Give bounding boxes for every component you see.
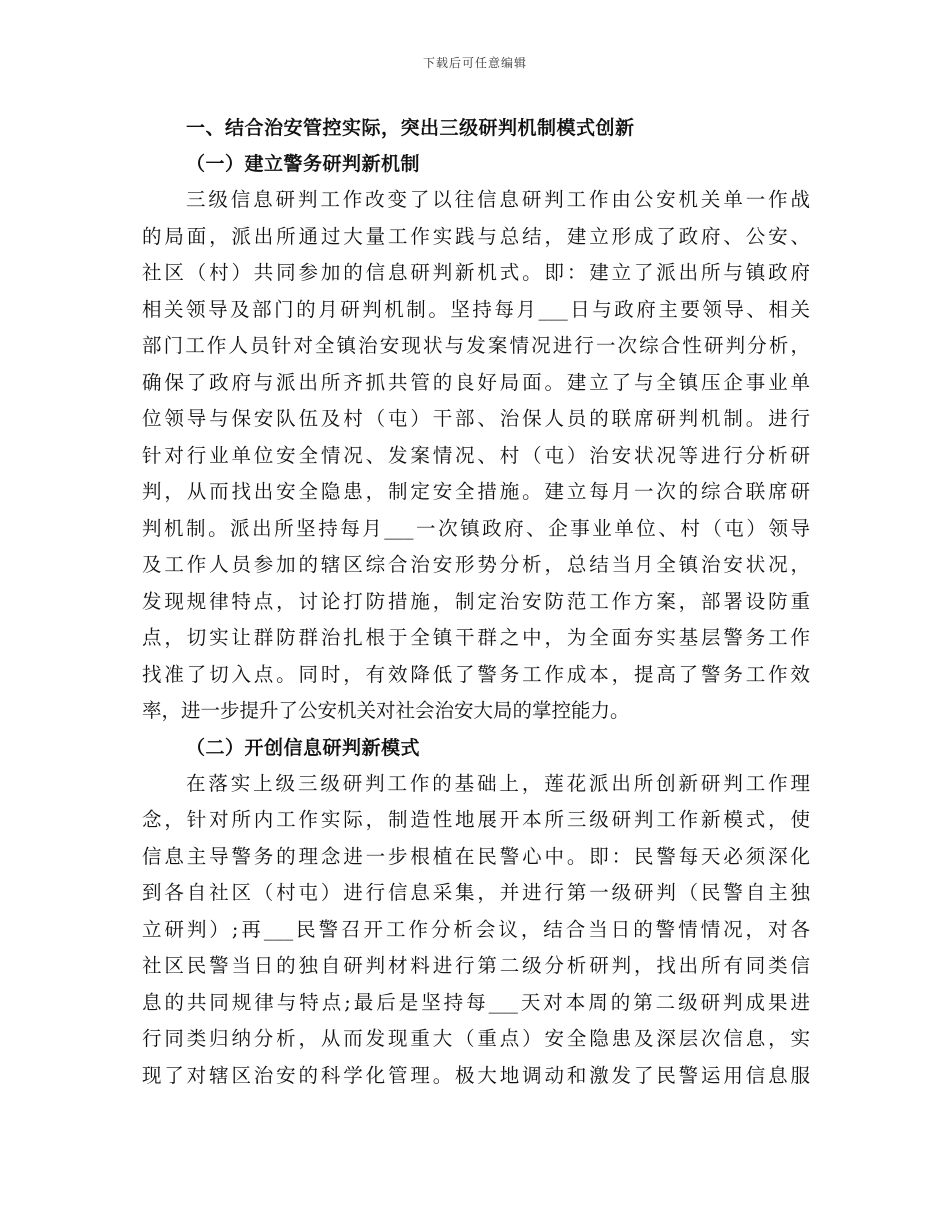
paragraph-line: 找准了切入点。同时，有效降低了警务工作成本，提高了警务工作效 (142, 662, 810, 686)
subsection-2-body (142, 766, 810, 1095)
paragraph-line: 发现规律特点，讨论打防措施，制定治安防范工作方案，部署设防重 (142, 589, 810, 613)
paragraph-line: 率，进一步提升了公安机关对社会治安大局的掌控能力。 (142, 699, 630, 722)
paragraph-line: 信息主导警务的理念进一步根植在民警心中。即：民警每天必须深化 (142, 844, 810, 868)
paragraph-line: 社区民警当日的独自研判材料进行第二级分析研判，找出所有同类信 (142, 954, 810, 977)
section-heading-main: 一、结合治安管控实际，突出三级研判机制模式创新 (186, 117, 635, 139)
paragraph-line: 及工作人员参加的辖区综合治安形势分析，总结当月全镇治安状况， (142, 553, 810, 576)
paragraph-line: 确保了政府与派出所齐抓共管的良好局面。建立了与全镇压企事业单 (142, 370, 810, 394)
page-header: 下载后可任意编辑 (422, 56, 527, 70)
paragraph-line: 的局面，派出所通过大量工作实践与总结，建立形成了政府、公安、 (142, 224, 810, 248)
paragraph-line: 点，切实让群防群治扎根于全镇干群之中，为全面夯实基层警务工作 (142, 626, 810, 649)
subsection-1-body (142, 182, 810, 730)
paragraph-line: 相关领导及部门的月研判机制。坚持每月___日与政府主要领导、相关 (142, 297, 810, 321)
subsection-heading-2: （二）开创信息研判新模式 (186, 736, 421, 759)
paragraph-line: 针对行业单位安全情况、发案情况、村（屯）治安状况等进行分析研 (142, 443, 810, 467)
subsection-heading-1: （一）建立警务研判新机制 (186, 153, 421, 175)
paragraph-line: 社区（村）共同参加的信息研判新机式。即：建立了派出所与镇政府 (142, 261, 810, 284)
paragraph-line: 判，从而找出安全隐患，制定安全措施。建立每月一次的综合联席研 (142, 480, 810, 503)
paragraph-line: 位领导与保安队伍及村（屯）干部、治保人员的联席研判机制。进行 (142, 407, 810, 430)
paragraph-line: 现了对辖区治安的科学化管理。极大地调动和激发了民警运用信息服 (142, 1063, 810, 1087)
paragraph-line: 行同类归纳分析，从而发现重大（重点）安全隐患及深层次信息，实 (142, 1027, 810, 1050)
paragraph-line: 息的共同规律与特点;最后是坚持每___天对本周的第二级研判成果进 (142, 990, 810, 1014)
paragraph-line: 立研判）;再___民警召开工作分析会议，结合当日的警情情况，对各 (142, 917, 810, 941)
paragraph-line: 到各自社区（村屯）进行信息采集，并进行第一级研判（民警自主独 (142, 881, 810, 904)
paragraph-line: 在落实上级三级研判工作的基础上，莲花派出所创新研判工作理 (186, 771, 810, 795)
paragraph-line: 判机制。派出所坚持每月___一次镇政府、企事业单位、村（屯）领导 (142, 516, 810, 540)
document-body (142, 110, 810, 1094)
paragraph-line: 念，针对所内工作实际，制造性地展开本所三级研判工作新模式，使 (142, 808, 810, 831)
paragraph-line: 三级信息研判工作改变了以往信息研判工作由公安机关单一作战 (186, 188, 810, 211)
paragraph-line: 部门工作人员针对全镇治安现状与发案情况进行一次综合性研判分析， (142, 334, 810, 357)
